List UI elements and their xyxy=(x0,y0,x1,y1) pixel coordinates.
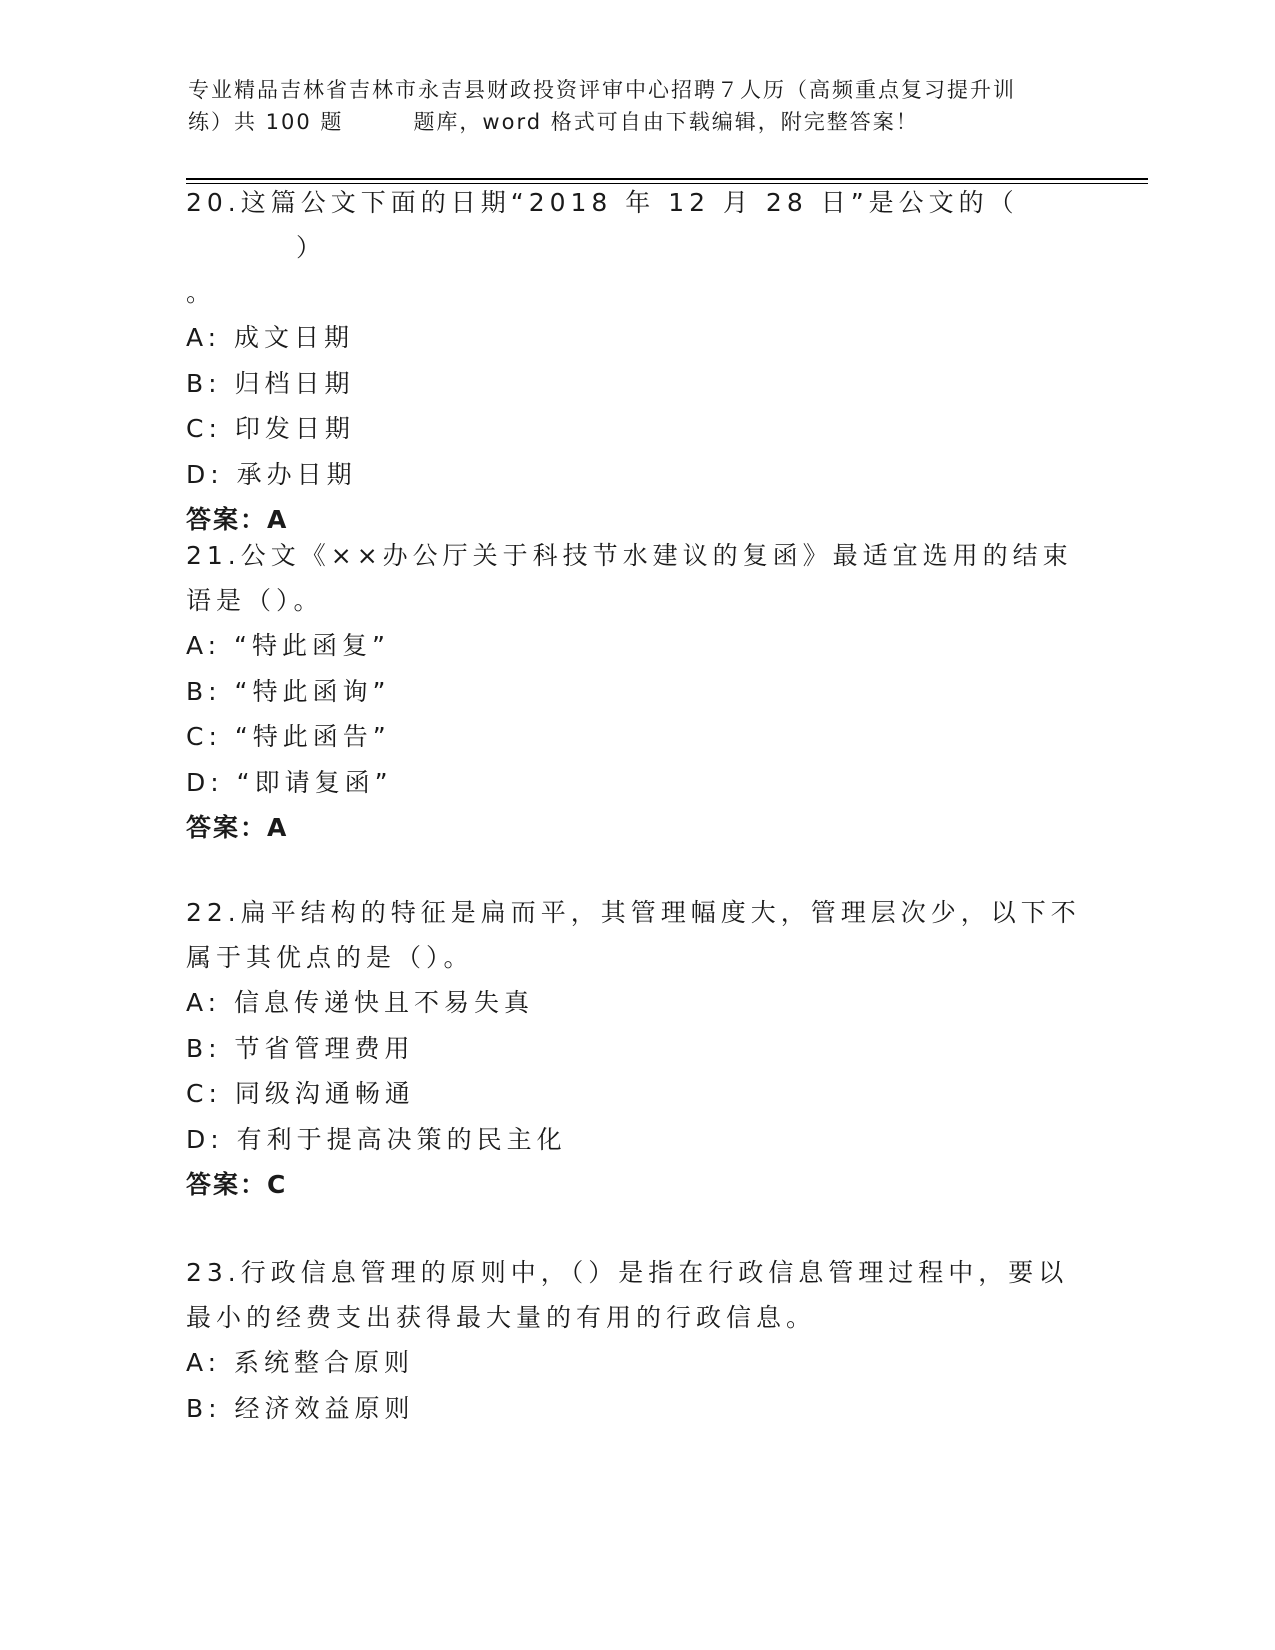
option-a: A: 系统整合原则 xyxy=(186,1348,415,1377)
question-21 xyxy=(186,533,1086,850)
header-line-1: 专业精品吉林省吉林市永吉县财政投资评审中心招聘７人历（高频重点复习提升训 xyxy=(188,78,1016,102)
question-stem: 23.行政信息管理的原则中，（）是指在行政信息管理过程中，要以最小的经费支出获得最大量的有用的行政信息。 xyxy=(186,1258,1069,1332)
question-stem-tail: 。 xyxy=(186,278,217,307)
option-b: B: “特此函询” xyxy=(186,676,391,706)
option-c: C: “特此函告” xyxy=(186,722,391,751)
option-a: A: 信息传递快且不易失真 xyxy=(186,988,535,1017)
question-stem-close: ） xyxy=(296,233,327,262)
question-22 xyxy=(186,890,1086,1207)
question-stem: 21.公文《××办公厅关于科技节水建议的复函》最适宜选用的结束语是（）。 xyxy=(186,541,1073,615)
question-stem xyxy=(186,180,1086,270)
answer: 答案：C xyxy=(186,1170,288,1199)
question-stem: 22.扁平结构的特征是扁而平，其管理幅度大，管理层次少，以下不属于其优点的是（）。 xyxy=(186,898,1081,972)
option-b: B: 归档日期 xyxy=(186,368,355,398)
option-d: D: “即请复函” xyxy=(186,767,393,797)
question-20 xyxy=(186,180,1086,542)
question-stem-text: 20.这篇公文下面的日期“2018 年 12 月 28 日”是公文的（ xyxy=(186,188,1019,217)
header-line-2-part-2: 题库，word 格式可自由下载编辑，附完整答案！ xyxy=(413,110,919,134)
question-23 xyxy=(186,1250,1086,1431)
answer: 答案：A xyxy=(186,505,289,534)
option-c: C: 同级沟通畅通 xyxy=(186,1079,415,1108)
header-line-2-part-1: 练）共 100 题 xyxy=(188,110,344,134)
option-c: C: 印发日期 xyxy=(186,414,355,443)
document-header xyxy=(188,74,1098,138)
header-line-2 xyxy=(188,106,1098,138)
option-a: A: 成文日期 xyxy=(186,323,355,352)
option-d: D: 有利于提高决策的民主化 xyxy=(186,1124,567,1154)
option-a: A: “特此函复” xyxy=(186,631,390,660)
option-d: D: 承办日期 xyxy=(186,459,357,489)
option-b: B: 经济效益原则 xyxy=(186,1393,415,1423)
option-b: B: 节省管理费用 xyxy=(186,1033,415,1063)
answer: 答案：A xyxy=(186,813,289,842)
